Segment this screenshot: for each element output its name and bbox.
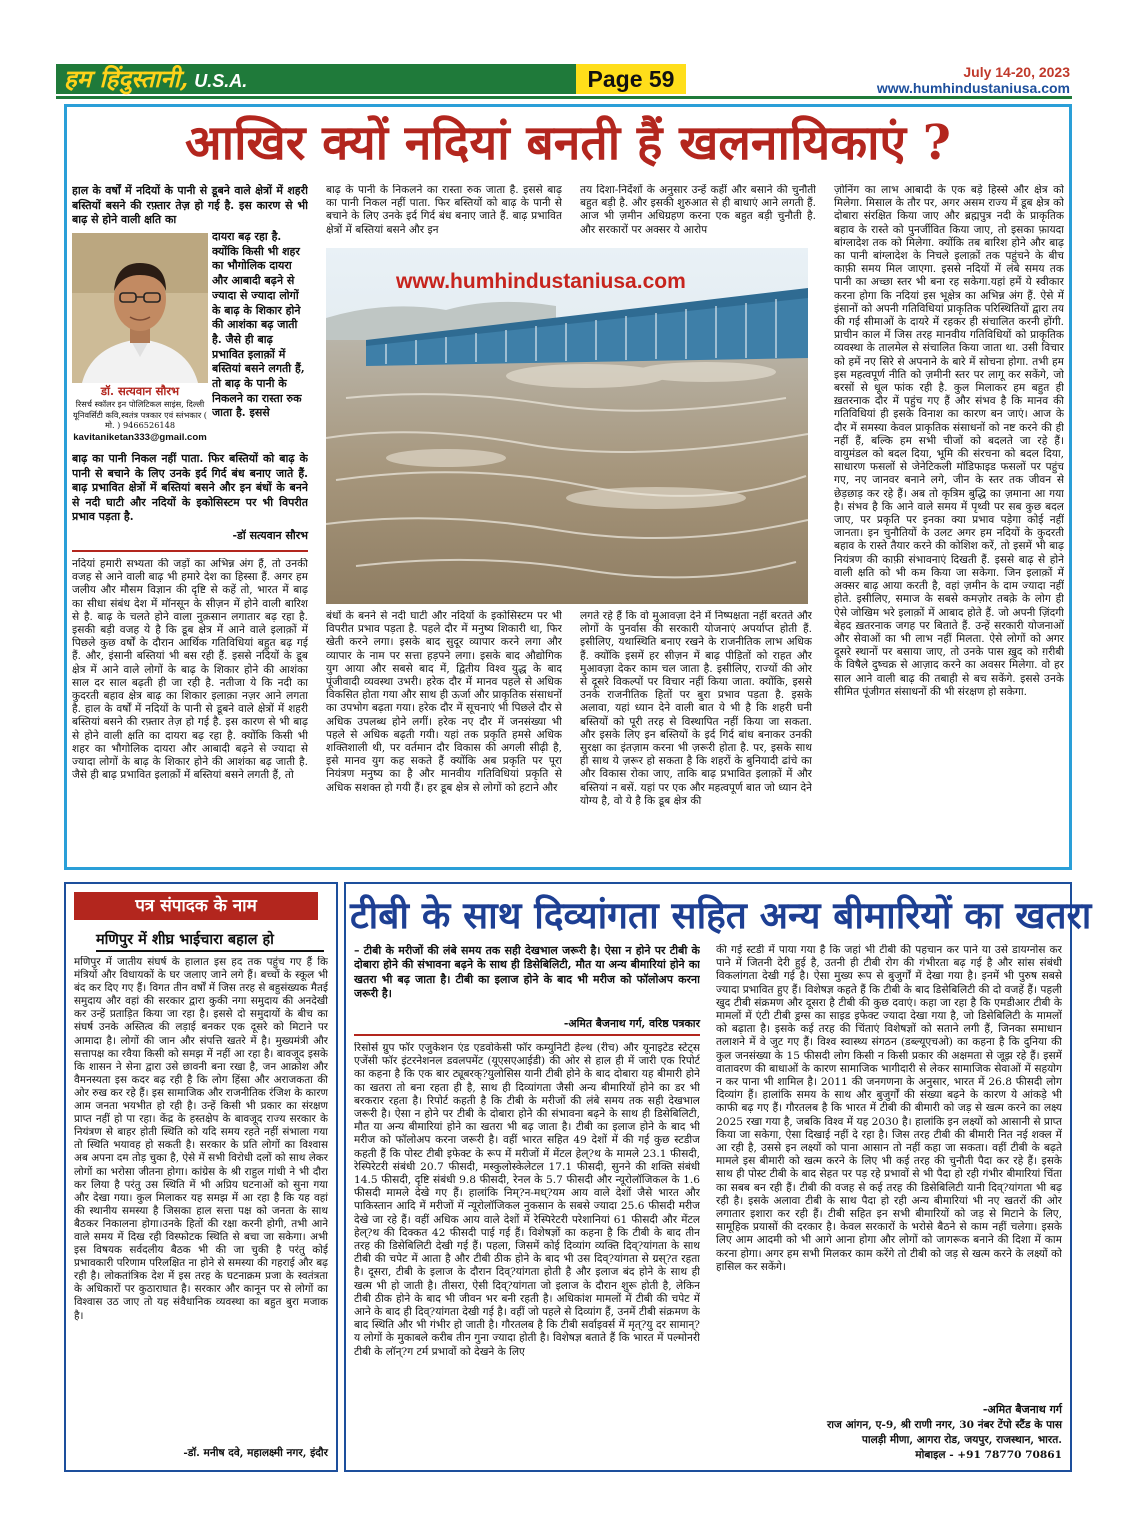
tb-author-address-1: राज आंगन, ए-9, श्री राणी नगर, 30 नंबर टेंपो स्टैंड के पास: [826, 1419, 1062, 1431]
photo-watermark-url: www.humhindustaniusa.com: [396, 270, 686, 293]
tb-lead-divider: [354, 1034, 700, 1036]
author-description: रिसर्च स्कॉलर इन पोलिटिकल साइंस, दिल्ली यूनिवर्सिटी कवि,स्वतंत्र पत्रकार एवं स्तंभकार ( मो. ) 9466526148: [73, 399, 207, 430]
tb-article-headline: टीबी के साथ दिव्यांगता सहित अन्य बीमारियों का खतरा: [350, 893, 1092, 937]
article-column-2: बंधों के बनने से नदी घाटी और नदियों के इकोसिस्टम पर भी विपरीत प्रभाव पड़ता है. पहले दौर में मनुष्य शिकारी था, फिर खेती करने लगा। इसके बाद सुदूर व्यापार करने लगा और व्यापार के नाम पर सत्ता हड़पने लगा। इसके बाद औद्योगिक युग आया और सबसे बाद में, द्वितीय विश्व युद्ध के बाद पूंजीवादी व्यवस्था उभरी। हरेक दौर में मानव पहले से अधिक विकसित होता गया और साथ ही ऊर्जा और प्राकृतिक संसाधनों का उपभोग बढ़ता गया। हरेक दौर में सूचनाएं भी पिछले दौर से अधिक उपलब्ध होने लगीं। हरेक नए दौर में जनसंख्या भी पहले से अधिक बढ़ती गयी। यहां तक प्रकृति हमसे अधिक शक्तिशाली थी, पर वर्तमान दौर विकास की अगली सीढ़ी है, इसे मानव युग कह सकते हैं क्योंकि अब प्रकृति पर पूरा नियंत्रण मनुष्य का है और मानवीय गतिविधियां प्रकृति से अधिक सशक्त हो गयी हैं। हर डूब क्षेत्र से लोगों को हटाने और: [326, 610, 562, 794]
article-column-1: नदियां हमारी सभ्यता की जड़ों का अभिन्न अंग हैं, तो उनकी वजह से आने वाली बाढ़ भी हमारे देश का हिस्सा हैं. अगर हम जलीय और मौसम विज्ञान की दृष्टि से कहें तो, भारत में बाढ़ का सीधा संबंध देश में मॉनसून के सीज़न में होने वाली बारिश से है. बाढ़ के चलते होने वाला नुक़सान लगातार बढ़ रहा है. इसकी बड़ी वजह ये है कि डूब क्षेत्र में आने वाले इलाक़ों में पिछले कुछ वर्षों के दौरान आर्थिक गतिविधियां बहुत बढ़ गई हैं. और, इंसानी बस्तियां भी बस रही हैं. इससे नदियों के डूब क्षेत्र में आने वाले लोगों के बाढ़ के शिकार होने की आशंका साल दर साल बढ़ती ही जा रही है. नतीजा ये कि नदी का कुदरती बहाव क्षेत्र बाढ़ का शिकार इलाक़ा नज़र आने लगता है. हाल के वर्षों में नदियों के पानी से डूबने वाले क्षेत्रों में शहरी बस्तियां बसने की रफ़्तार तेज़ हो गई है. इस कारण से भी बाढ़ से होने वाली क्षति का दायरा बढ़ रहा है. क्योंकि किसी भी शहर का भौगोलिक दायरा और आबादी बढ़ने से ज्यादा से ज्यादा लोगों के बाढ़ के शिकार होने की आशंका बढ़ जाती है. जैसे ही बाढ़ प्रभावित इलाक़ों में बस्तियां बसने लगती हैं, तो: [72, 558, 308, 782]
article-column-4: ज़ोनिंग का लाभ आबादी के एक बड़े हिस्से और क्षेत्र को मिलेगा. मिसाल के तौर पर, अगर असम राज्य में डूब क्षेत्र को दोबारा संरक्षित किया जाए और ब्रह्मपुत्र नदी के प्राकृतिक बहाव के रास्ते को पुनर्जीवित किया जाए, तो इसका फ़ायदा बांग्लादेश तक को मिलेगा. क्योंकि तब बारिश होने और बाढ़ का पानी बांग्लादेश के निचले इलाक़ों तक पहुंचने के बीच काफ़ी समय मिल जाएगा. इससे नदियों में लंबे समय तक पानी का अच्छा स्तर भी बना रह सकेगा.यहां हमें ये स्वीकार करना होगा कि नदियां इस भूक्षेत्र का अभिन्न अंग हैं. ऐसे में इंसानों को अपनी गतिविधियां प्राकृतिक परिस्थितियों द्वारा तय की गई सीमाओं के दायरे में रहकर ही संचालित करनी होंगी. प्राचीन काल में जिस तरह मानवीय गतिविधियों को प्राकृतिक व्यवस्था के तालमेल से संचालित किया जाता था. उसी विचार को हमें नए सिरे से अपनाने के बारे में सोचना होगा. तभी हम इस महत्वपूर्ण नीति को ज़मीनी स्तर पर लागू कर सकेंगे, जो बरसों से धूल फांक रही है. कुल मिलाकर हम बहुत ही ख़तरनाक दौर में पहुंच गए हैं और संभव है कि मानव की गतिविधियां ही इसके विनाश का कारण बन जाएं। आज के दौर में समस्या केवल प्राकृतिक संसाधनों को नष्ट करने की ही नहीं हैं, बल्कि हम सभी चीजों को बदलते जा रहे हैं। वायुमंडल को बदल दिया, भूमि की संरचना को बदल दिया, साधारण फसलों से जेनेटिकली मॉडिफाइड फसलों पर पहुंच गए, नए जानवर बनाने लगे, जीन के स्तर तक जीवन से छेड़छाड़ कर रहे हैं। अब तो कृत्रिम बुद्धि का ज़माना आ गया है। संभव है कि आने वाले समय में पृथ्वी पर सब कुछ बदल जाए, पर प्रकृति पर इनका क्या प्रभाव पड़ेगा कोई नहीं जानता। इन चुनौतियों के उलट अगर हम नदियों के कुदरती बहाव के रास्ते तैयार करने की कोशिश करें, तो इसमें भी बाढ़ नियंत्रण की काफ़ी संभावनाएं दिखती हैं. इससे बाढ़ से होने वाली क्षति को भी कम किया जा सकेगा. जिन इलाक़ों में अक्सर बाढ़ आया करती है, वहां ज़मीन के दाम ज्यादा नहीं होते. इसीलिए, समाज के सबसे कमज़ोर तबक़े के लोग ही ऐसे जोखिम भरे इलाक़ों में आबाद होते हैं. जो अपनी ज़िंदगी बेहद ख़तरनाक जगह पर बिताते हैं. उन्हें सरकारी योजनाओं और सेवाओं का भी लाभ नहीं मिलता. ऐसे लोगों को अगर दूसरे स्थानों पर बसाया जाए, तो उनके पास ख़ुद को ग़रीबी के विषैले दुष्चक्र से आज़ाद करने का अवसर मिलेगा. वो हर साल आने वाली बाढ़ की तबाही से बच सकेंगे. इससे उनके सीमित पूंजीगत संसाधनों की भी संरक्षण हो सकेगा.: [834, 184, 1064, 698]
author-name: डॉ. सत्यवान सौरभ: [100, 384, 180, 398]
article-column-2-top: बाढ़ के पानी के निकलने का रास्ता रुक जाता है. इससे बाढ़ का पानी निकल नहीं पाता. फिर बस्तियों को बाढ़ के पानी से बचाने के लिए उनके इर्द गिर्द बंध बनाए जाते हैं. बाढ़ प्रभावित क्षेत्रों में बस्तियां बसने और इन: [326, 184, 562, 236]
editor-letter-body: मणिपुर में जातीय संघर्ष के हालात इस हद तक पहुंच गए हैं कि मंत्रियों और विधायकों के घर जलाए जाने लगे हैं। बच्चों के स्कूल भी बंद कर दिए गए हैं। विगत तीन वर्षों में जिस तरह से बहुसंख्यक मैतई समुदाय और वहां की सरकार द्वारा कुकी नगा समुदाय की अनदेखी कर उन्हें प्रताड़ित किया जा रहा है। इससे दो समुदायों के बीच का संघर्ष उनके अस्तित्व की लड़ाई बनकर एक दूसरे को मिटाने पर आमादा है। लोगों की जान और संपत्ति खतरे में है। मुख्यमंत्री और सत्तापक्ष का रवैया किसी को समझ में नहीं आ रहा है। बावजूद इसके कि शासन ने सेना द्वारा उसे छावनी बना रखा है, जन आक्रोश और वैमनस्यता इस कदर बढ़ रही है कि लोग हिंसा और अराजकता की ओर रुख कर रहे हैं। इस सामाजिक और राजनीतिक रंजिश के कारण आम जनता भयभीत हो रही है। उन्हें किसी भी प्रकार का संरक्षण प्राप्त नहीं हो पा रहा। केंद्र के हस्तक्षेप के बावजूद राज्य सरकार के नियंत्रण से बाहर होती स्थिति को यदि समय रहते नहीं संभाला गया तो स्थिति भयावह हो सकती है। सरकार के प्रति लोगों का विश्वास अब अपना दम तोड़ चुका है, ऐसे में सभी विरोधी दलों को साथ लेकर लोगों का भरोसा जीतना होगा। कांग्रेस के श्री राहुल गांधी ने भी दौरा कर लिया है परंतु उस स्थिति में भी अप्रिय घटनाओं को सुना गया और देखा गया। कुल मिलाकर यह समझ में आ रहा है कि यह वहां की स्थानीय समस्या है जिसका हाल सत्ता पक्ष को जनता के साथ बैठकर निकालना होगा।उनके हितों की रक्षा करनी होगी, तभी आने वाले समय में दिख रही विस्फोटक स्थिति से बचा जा सकेगा। अभी इस विषयक सर्वदलीय बैठक भी की जा चुकी है परंतु कोई प्रभावकारी परिणाम परिलक्षित ना होने से समस्या की गहराई और बढ़ रही है। लोकतांत्रिक देश में इस तरह के घटनाक्रम प्रजा के स्वतंत्रता के अधिकारों पर कुठाराघात है। सरकार और कानून पर से लोगों का विश्वास उठ जाए तो यह संवैधानिक व्यवस्था का बहुत बुरा मजाक है।: [74, 956, 328, 1322]
editor-letter-signature: -डॉ. मनीष दवे, महालक्ष्मी नगर, इंदौर: [183, 1447, 328, 1459]
page-number: Page 59: [576, 64, 686, 94]
article-intro-side: दायरा बढ़ रहा है. क्योंकि किसी भी शहर का भौगोलिक दायरा और आबादी बढ़ने से ज्यादा से ज्यादा लोगों के बाढ़ के शिकार होने की आशंका बढ़ जाती है. जैसे ही बाढ़ प्रभावित इलाक़ों में बस्तियां बसने लगती हैं, तो बाढ़ के पानी के निकलने का रास्ता रुक जाता है. इससे: [212, 230, 305, 420]
author-photo: [72, 233, 208, 383]
masthead-brand: हम हिंदुस्तानी, U.S.A.: [64, 64, 248, 93]
article-intro-rest: बाढ़ का पानी निकल नहीं पाता. फिर बस्तियों को बाढ़ के पानी से बचाने के लिए उनके इर्द गिर्द बंध बनाए जाते हैं. बाढ़ प्रभावित क्षेत्रों में बस्तियां बसने और इन बंधों के बनने से नदी घाटी और नदियों के इकोसिस्टम पर भी विपरीत प्रभाव पड़ता है.: [72, 452, 308, 524]
tb-author-address-2: पालड़ी मीणा, आगरा रोड, जयपुर, राजस्थान, भारत.: [861, 1434, 1062, 1446]
article-headline: आखिर क्यों नदियां बनती हैं खलनायिकाएं ?: [185, 115, 951, 171]
issue-date: July 14-20, 2023: [963, 64, 1070, 80]
website-link[interactable]: www.humhindustaniusa.com: [876, 80, 1070, 96]
author-photo-illustration: [72, 233, 208, 383]
tb-article-column-1: रिसोर्स ग्रुप फॉर एजुकेशन एंड एडवोकेसी फॉर कम्युनिटी हेल्थ (रीच) और यूनाइटेड स्टेट्स एजेंसी फॉर इंटरनेशनल डवलपमेंट (यूएसएआईडी) की ओर से हाल ही में जारी एक रिपोर्ट का कहना है कि एक बार ट्यूबरक्?युलोसिस यानी टीबी होने के बाद दोबारा यह बीमारी होने का खतरा तो बना रहता ही है, साथ ही दिव्यांगता जैसी अन्य बीमारियों होने का डर भी बरकरार रहता है। रिपोर्ट कहती है कि टीबी के मरीजों की लंबे समय तक सही देखभाल जरूरी है। ऐसा न होने पर टीबी के दोबारा होने की संभावना बढ़ने के साथ ही डिसेबिलिटी, मौत या अन्य बीमारियां होने का खतरा भी बढ़ जाता है। टीबी का इलाज होने के बाद भी मरीज को फॉलोअप करना जरूरी है। वहीं भारत सहित 49 देशों में की गई कुछ स्टडीज कहती हैं कि पोस्ट टीबी इफेक्ट के रूप में मरीजों में मेंटल हेल्?थ के मामले 23.1 फीसदी, रेस्पिरेटरी संबंधी 20.7 फीसदी, मस्कुलोस्केलेटल 17.1 फीसदी, सुनने की शक्ति संबंधी 14.5 फीसदी, दृष्टि संबंधी 9.8 फीसदी, रेनल के 5.7 फीसदी और न्यूरोलॉजिकल के 1.6 फीसदी मामले देखे गए हैं। हालांकि निम्?न-मध्?यम आय वाले देशों जैसे भारत और पाकिस्तान आदि में मरीजों में न्यूरोलॉजिकल नुकसान के सबसे ज्यादा 25.6 फीसदी मरीज देखे जा रहे हैं। वहीं अधिक आय वाले देशों में रेस्पिरेटरी परेशानियां 61 फीसदी और मेंटल हेल्?थ की दिक्कत 42 फीसदी पाई गई हैं। विशेषज्ञों का कहना है कि टीबी के बाद तीन तरह की डिसेबिलिटी देखी गई हैं। पहला, जिसमें कोई दिव्यांग व्यक्ति दिव्?यांगता के साथ टीबी की चपेट में आता है और टीबी ठीक होने के बाद भी उस दिव्?यांगता से ग्रस्?त रहता है। दूसरा, टीबी के इलाज के दौरान दिव्?यांगता होती है और इलाज बंद होने के साथ ही खत्म भी हो जाती है। तीसरा, ऐसी दिव्?यांगता जो इलाज के दौरान शुरू होती है, लेकिन टीबी ठीक होने के बाद भी जीवन भर बनी रहती है। अधिकांश मामलों में टीबी की चपेट में आने के बाद ही दिव्?यांगता देखी गई है। वहीं जो पहले से दिव्यांग हैं, उनमें टीबी संक्रमण के बाद स्थिति और भी गंभीर हो जाती है। गौरतलब है कि टीबी सर्वाइवर्स में मृत्?यु दर सामान्?य लोगों के मुकाबले करीब तीन गुना ज्यादा होती है। विशेषज्ञ बताते हैं कि भारत में पल्मोनरी टीबी के लॉन्?ग टर्म प्रभावों को देखने के लिए: [354, 1042, 700, 1358]
author-email[interactable]: kavitaniketan333@gmail.com: [73, 432, 207, 443]
tb-author-name: -अमित बैजनाथ गर्ग: [982, 1403, 1062, 1416]
article-column-3: लगते रहे हैं कि वो मुआवज़ा देने में निष्पक्षता नहीं बरतते और लोगों के पुनर्वास की सरकारी योजनाएं अपर्याप्त होती हैं. इसीलिए, यथास्थिति बनाए रखने के राजनीतिक लाभ अधिक हैं. क्योंकि इसमें हर सीज़न में बाढ़ पीड़ितों को राहत और मुआवज़ा देकर काम चल जाता है. इसीलिए, राज्यों की ओर से दूसरे विकल्पों पर विचार नहीं किया जाता. क्योंकि, इससे उनके राजनीतिक हितों पर बुरा प्रभाव पड़ता है. इसके अलावा, यहां ध्यान देने वाली बात ये भी है कि शहरी घनी बस्तियों को पूरी तरह से विस्थापित नहीं किया जा सकता. और इसके लिए इन बस्तियों के इर्द गिर्द बांध बनाकर उनकी सुरक्षा का इंतज़ाम करना भी ज़रूरी होता है. पर, इसके साथ ही साथ ये ज़रूर हो सकता है कि शहरों के बुनियादी ढांचे का और विकास रोका जाए, ताकि बाढ़ प्रभावित इलाक़ों में और बस्तियां न बसें. यहां पर एक और महत्वपूर्ण बात जो ध्यान देने योग्य है, वो ये है कि डूब क्षेत्र की: [580, 610, 812, 807]
header-rule: [56, 96, 1072, 99]
editor-letter-headline: मणिपुर में शीघ्र भाईचारा बहाल हो: [96, 928, 324, 952]
editor-section-banner: पत्र संपादक के नाम: [74, 892, 318, 920]
article-intro-lead: हाल के वर्षों में नदियों के पानी से डूबने वाले क्षेत्रों में शहरी बस्तियों बसने की रफ़्तार तेज़ हो गई है. इस कारण से भी बाढ़ से होने वाली क्षति का: [72, 184, 308, 226]
tb-article-lead-signature: -अमित बैजनाथ गर्ग, वरिष्ठ पत्रकार: [563, 1017, 700, 1030]
article-intro-signature: -डॉ सत्यवान सौरभ: [232, 529, 308, 542]
masthead-brand-usa: U.S.A.: [194, 71, 248, 91]
intro-divider: [72, 550, 308, 552]
article-column-3-top: तय दिशा-निर्देशों के अनुसार उन्हें कहीं और बसाने की चुनौती बहुत बड़ी है. और इसकी शुरुआत से ही बाधाएं आने लगती हैं. आज भी ज़मीन अधिग्रहण करना एक बहुत बड़ी चुनौती है. और सरकारों पर अक्सर ये आरोप: [580, 184, 816, 236]
tb-article-lead: – टीबी के मरीजों की लंबे समय तक सही देखभाल जरूरी है। ऐसा न होने पर टीबी के दोबारा होने की संभावना बढ़ने के साथ ही डिसेबिलिटी, मौत या अन्य बीमारियां होने का खतरा भी बढ़ जाता है। टीबी का इलाज होने के बाद भी मरीज को फॉलोअप करना जरूरी है।: [354, 944, 700, 1000]
flood-photo: [326, 248, 808, 604]
tb-article-column-2: की गई स्टडी में पाया गया है कि जहां भी टीबी की पहचान कर पाने या उसे डायग्नोस कर पाने में जितनी देरी हुई है, उतनी ही टीबी रोग की गंभीरता बढ़ गई है और सांस संबंधी विकलांगता देखी गई है। ऐसा मुख्य रूप से बुजुर्गों में देखा गया है। इनमें भी पुरुष सबसे ज्यादा प्रभावित हुए हैं। विशेषज्ञ कहते हैं कि टीबी के बाद डिसेबिलिटी की दो वजहें हैं। पहली खुद टीबी संक्रमण और दूसरा है टीबी की कुछ दवाएं। कहा जा रहा है कि एमडीआर टीबी के मामलों में एंटी टीबी ड्रग्स का साइड इफेक्ट ज्यादा देखा गया है, जो डिसेबिलिटी के मामलों को बढ़ाता है। इसके कई तरह की चिंताएं विशेषज्ञों को सताने लगी हैं, जिनका समाधान तलाशने में वे जुट गए हैं। विश्व स्वास्थ्य संगठन (डब्ल्यूएचओ) का कहना है कि दुनिया की कुल जनसंख्या के 15 फीसदी लोग किसी न किसी प्रकार की अक्षमता से जूझ रहे हैं। इसमें वातावरण की बाधाओं के कारण सामाजिक भागीदारी से लेकर सामाजिक सेवाओं में सहयोग न कर पाना भी शामिल है। 2011 की जनगणना के अनुसार, भारत में 26.8 फीसदी लोग दिव्यांग हैं। हालांकि समय के साथ और बुजुर्गों की संख्या बढ़ने के कारण ये आंकड़े भी काफी बढ़ गए हैं। गौरतलब है कि भारत में टीबी की बीमारी को जड़ से खत्म करने का लक्ष्य 2025 रखा गया है, जबकि विश्व में यह 2030 है। हालांकि इन लक्ष्यों को आसानी से प्राप्त किया जा सकेगा, ऐसा दिखाई नहीं दे रहा है। जिस तरह टीबी की बीमारी नित नई शक्ल में आ रही है, उससे इन लक्ष्यों को पाना आसान तो नहीं कहा जा सकता। वहीं टीबी के बढ़ते मामले इस बीमारी को खत्म करने के लिए भी कई तरह की चुनौती पैदा कर रहे हैं। इसके साथ ही पोस्ट टीबी के बाद सेहत पर पड़ रहे प्रभावों से भी पैदा हो रही गंभीर बीमारियां चिंता का सबब बन रही हैं। टीबी की वजह से कई तरह की डिसेबिलिटी यानी दिव्?यांगता भी बढ़ रही है। इसके अलावा टीबी के साथ पैदा हो रही अन्य बीमारियां भी नए खतरों की ओर लगातार इशारा कर रही हैं। टीबी सहित इन सभी बीमारियों को जड़ से मिटाने के लिए, सामूहिक प्रयासों की दरकार है। केवल सरकारों के भरोसे बैठने से काम नहीं चलेगा। इसके लिए आम आदमी को भी आगे आना होगा और लोगों को जागरूक बनाने की दिशा में काम करना होगा। अगर हम सभी मिलकर काम करेंगे तो टीबी को जड़ से खत्म करने के लक्ष्यों को हासिल कर सकेंगे।: [716, 944, 1062, 1273]
tb-author-mobile: मोबाइल - +91 78770 70861: [915, 1449, 1062, 1461]
flood-photo-illustration: [326, 248, 808, 604]
